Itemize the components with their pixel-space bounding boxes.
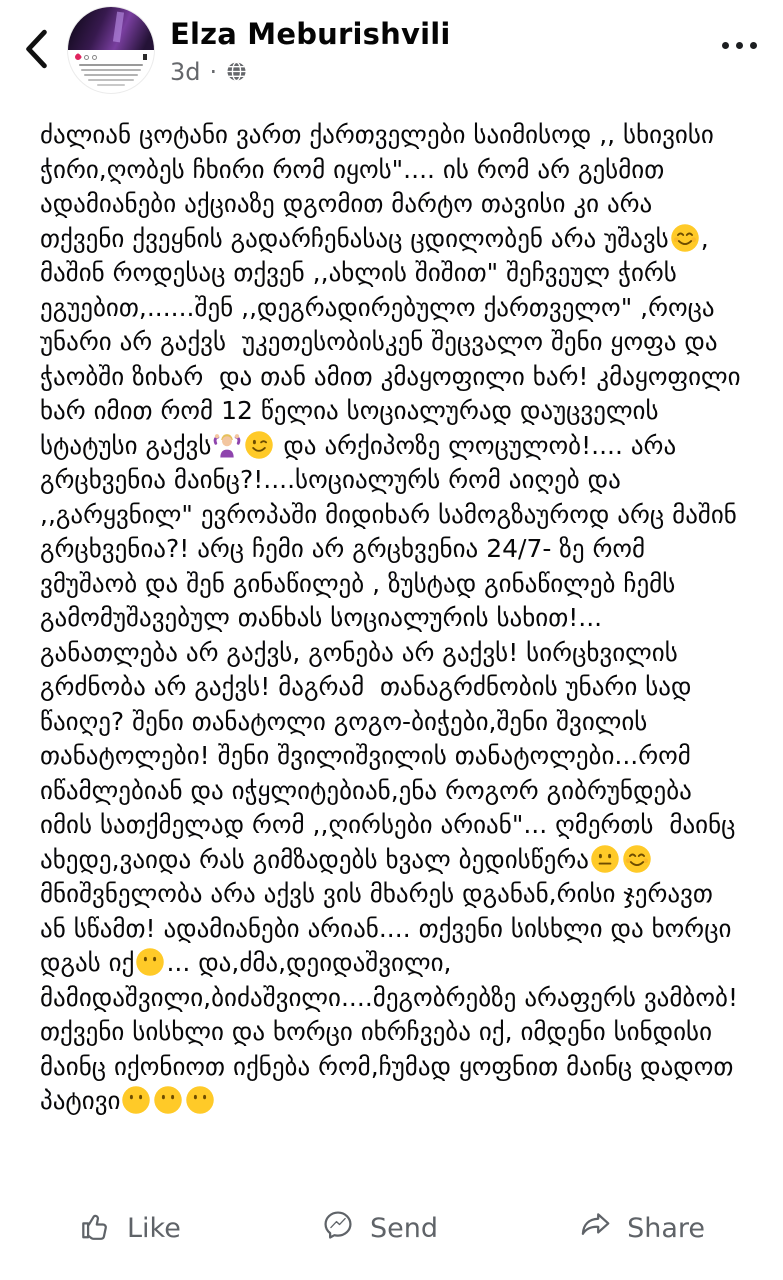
send-button[interactable] — [317, 1202, 442, 1255]
avatar-instagram-card — [68, 50, 154, 86]
share-arrow-icon — [578, 1208, 612, 1249]
send-label: Send — [369, 1212, 438, 1244]
action-bar — [0, 1192, 783, 1264]
more-options-button[interactable] — [722, 38, 757, 53]
avatar-text-line — [79, 64, 142, 67]
post-meta — [170, 58, 722, 86]
post-header — [0, 0, 783, 96]
like-button[interactable] — [74, 1202, 185, 1255]
chevron-left-icon — [23, 28, 49, 73]
messenger-icon — [321, 1208, 355, 1249]
bookmark-icon — [143, 54, 147, 60]
back-button[interactable] — [14, 20, 58, 80]
avatar-text-line — [88, 79, 134, 82]
share-label: Share — [627, 1212, 705, 1244]
avatar-text-line — [81, 69, 140, 72]
heart-icon — [74, 53, 82, 61]
globe-icon — [226, 61, 247, 82]
three-dots-icon — [722, 42, 757, 49]
avatar-text-line — [97, 84, 126, 87]
thumbs-up-icon — [78, 1208, 112, 1249]
share-button[interactable] — [574, 1202, 709, 1255]
like-label: Like — [127, 1212, 181, 1244]
timestamp: 3d — [170, 57, 201, 86]
comment-icon — [84, 55, 89, 60]
meta-separator: · — [209, 57, 218, 86]
header-info — [170, 15, 722, 86]
avatar-photo-area — [68, 7, 154, 50]
post-text: ძალიან ცოტანი ვართ ქართველები საიმისოდ ,, სხივისი ჭირი,ღობეს ჩხირი რომ იყოს".... ის რომ არ გესმით ადამიანები აქციაზე დგომით მარტო თავისი კი არა თქვენი ქვეყნის გადარჩენასაც ცდილობენ არა უშავს , მაშინ როდესაც თქვენ ,,ახლის შიშით" შეჩვეულ ჭირს ეგუებით,......შენ ,,დეგრადირებულო ქართველო" ,როცა უნარი არ გაქვს უკეთესობისკენ შეცვალო შენი ყოფა და ჭაობში ზიხარ და თან ამით კმაყოფილი ხარ! კმაყოფილი ხარ იმით რომ 12 წელია სოციალურად დაუცველის სტატუსი გაქვს და არქიპოზე ლოცულობ!.... არა გრცხვენია მაინც?!....სოციალურს რომ აიღებ და ,,გარყვნილ" ევროპაში მიდიხარ სამოგზაუროდ არც მაშინ გრცხვენია?! არც ჩემი არ გრცხვენია 24/7- ზე რომ ვმუშაობ და შენ გინაწილებ , ზუსტად გინაწილებ ჩემს გამომუშავებულ თანხას სოციალურის სახით!... განათლება არ გაქვს, გონება არ გაქვს! სირცხვილის გრძნობა არ გაქვს! მაგრამ თანაგრძნობის უნარი სად წაიღე? შენი თანატოლი გოგო-ბიჭები,შენი შვილის თანატოლები! შენი შვილიშვილის თანატოლები...რომ იწამლებიან და იჭყლიტებიან,ენა როგორ გიბრუნდება იმის სათქმელად რომ ,,ღირსები არიან"... ღმერთს მაინც ახედე,ვაიდა რას გიმზადებს ხვალ ბედისწერა მნიშვნელობა არა აქვს ვის მხარეს დგანან,რისი ჯერავთ ან სწამთ! ადამიანები არიან.... თქვენი სისხლი და ხორცი დგას იქ ... და,ძმა,დეიდაშვილი, მამიდაშვილი,ბიძაშვილი....მეგობრებზე არაფერს ვამბობ! თქვენი სისხლი და ხორცი იხრჩვება იქ, იმდენი სინდისი მაინც იქონიოთ იქნება რომ,ჩუმად ყოფნით მაინც დადოთ პატივი — [40, 120, 749, 1115]
profile-name[interactable]: Elza Meburishvili — [170, 16, 451, 51]
avatar[interactable] — [68, 7, 154, 93]
share-mini-icon — [92, 55, 97, 60]
avatar-text-line — [84, 74, 139, 77]
